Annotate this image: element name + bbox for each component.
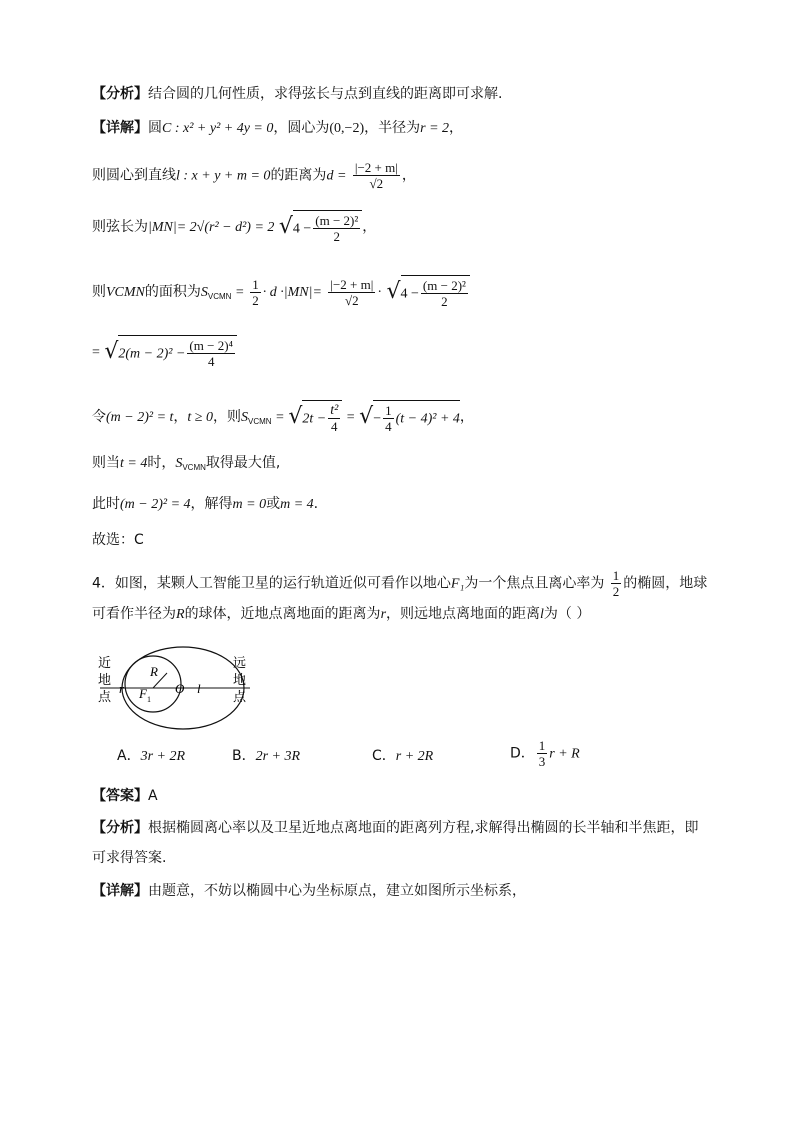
answer-line [92,786,158,806]
equals: = [276,410,284,425]
denominator: 2 [612,584,620,599]
numerator: 1 [252,276,259,292]
sqrt-inner: 4 − [400,286,419,302]
analysis2-line-1 [92,818,698,838]
area-subscript: VCMN [207,292,232,301]
sqrt: √2t − $\frac{\text{t²}}{4}$ [288,400,342,434]
sqrt-inner: 4 − [292,221,312,237]
text: ， [173,409,188,425]
text: 则当 [92,455,120,471]
near-label-3: 点 [98,690,112,705]
sqrt: √4 − $\frac{\text{(m − 2)²}}{2}$ [279,210,362,244]
option-letter: D． [510,745,535,762]
text: 的面积为 [144,284,201,300]
distance-fraction [353,160,400,191]
numerator: 1 [538,738,546,753]
sqrt-inner: 2t − [302,411,327,427]
denominator: 4 [207,354,215,369]
text: 则圆心到直线 [92,167,176,184]
text: 圆 [148,120,162,136]
detail-line-1 [92,118,463,139]
numerator: (m − 2)² [315,213,359,228]
numerator: |−2 + m| [330,276,374,292]
text: 的球体，近地点离地面的距离为 [184,606,381,622]
text: ， [459,409,474,425]
detail-tag: 【详解】 [92,883,148,899]
text: ， [449,120,464,136]
solution-2: m = 4 [280,497,314,512]
apogee-symbol: l [540,607,544,622]
numerator: 1 [385,403,392,418]
line-equation: l : x + y + m = 0 [176,168,271,184]
substitution: (m − 2)² = t [106,410,174,425]
option-value: 3r + 2R [140,749,186,764]
far-label-1: 远 [233,656,247,671]
orbit-figure [95,645,255,735]
detail-tag: 【详解】 [92,120,148,136]
near-label-2: 地 [98,673,112,688]
area-symbol: S [200,285,208,300]
denominator: 4 [331,419,338,434]
option-value: r + R [549,746,580,762]
equals: = [92,345,100,360]
equation: (m − 2)² = 4 [120,497,191,512]
far-label-3: 点 [233,690,247,705]
text: ，则远地点离地面的距离 [386,606,541,622]
circle-equation: C : x² + y² + 4y = 0 [162,121,274,136]
area-subscript: VCMN [248,417,272,426]
detail-line-7 [92,453,280,475]
text: . [313,496,319,512]
text: 时， [147,455,176,471]
denominator: 2 [441,294,448,309]
detail-line-4 [92,275,470,309]
text: 此时 [92,496,120,512]
choice-line [92,530,144,550]
text: 或 [266,496,281,512]
question-line-2 [92,604,590,625]
denominator: 4 [385,419,392,434]
option-value: 2r + 3R [255,749,301,764]
area-symbol: S [241,410,248,425]
numerator: 1 [612,568,620,583]
radius-symbol: R [176,607,185,622]
sqrt-inner: (t − 4)² + 4 [395,411,460,427]
denominator: 2 [333,229,341,244]
option-letter: B． [232,748,256,764]
sqrt: √4 − $\frac{\text{(m − 2)²}}{2}$ [386,275,469,309]
chord-equation: |MN|= 2√(r² − d²) = 2 [148,220,275,235]
option-fraction [537,738,548,769]
center-value: (0,−2) [329,121,365,136]
sqrt: √2(m − 2)² − $\frac{\text{(m − 2)⁴}}{4}$ [104,335,237,369]
analysis-text: 根据椭圆离心率以及卫星近地点离地面的距离列方程,求解得出椭圆的长半轴和半焦距，即 [148,820,699,836]
option-letter: C． [372,748,396,764]
detail-line-6 [92,400,474,434]
analysis-tag: 【分析】 [92,86,148,102]
analysis-tag: 【分析】 [92,820,148,836]
choice-text: 故选：C [92,532,144,548]
detail2-line [92,881,526,901]
text: ，则 [213,409,241,425]
option-letter: A． [117,748,141,764]
text: 可看作半径为 [92,606,176,622]
distance-fraction [328,277,375,308]
condition: t ≥ 0 [187,410,213,425]
label-O: O [175,681,185,696]
numerator: (m − 2)² [422,278,466,293]
eccentricity-fraction [611,568,622,599]
detail-line-8 [92,494,318,515]
text: ，半径为 [364,120,421,136]
detail-line-2 [92,160,416,191]
dot: · [377,285,383,300]
numerator: (m − 2)⁴ [189,338,234,353]
radius-value: r = 2 [420,121,450,136]
detail-line-3 [92,210,376,244]
denominator: √2 [345,292,359,308]
label-r: r [119,681,125,696]
sqrt-inner: 2(m − 2)² − [118,346,186,362]
text: 取得最大值, [205,455,281,471]
text: 如图，某颗人工智能卫星的运行轨道近似可看作以地心 [114,575,451,592]
far-label-2: 地 [233,673,247,688]
answer-value: A [148,788,158,804]
option-d[interactable] [510,738,580,769]
label-R: R [150,664,158,679]
product: · d ·|MN|= [262,285,322,300]
text: 则弦长为 [92,219,148,235]
detail-line-5 [92,335,237,369]
perigee-symbol: r [380,607,387,622]
label-F1: F [139,686,147,701]
label-l: l [197,681,201,696]
text: 的距离为 [270,167,327,184]
answer-tag: 【答案】 [92,788,148,804]
sqrt: √− $\frac{1}{4}$ (t − 4)² + 4 [359,400,460,434]
equals: = [235,285,244,300]
text: 令 [92,409,106,425]
distance-symbol: d = [326,168,347,184]
denominator: √2 [369,176,384,191]
t-value: t = 4 [120,456,148,471]
denominator: 3 [538,754,546,769]
area-symbol: S [175,456,183,471]
text: 为（ ） [543,606,591,622]
analysis-text: 可求得答案. [92,850,167,866]
analysis-text: 结合圆的几何性质，求得弦长与点到直线的距离即可求解. [148,86,503,102]
option-b[interactable] [232,745,300,765]
area-subscript: VCMN [182,463,206,472]
focus-symbol: F₁ [450,576,465,592]
analysis-line [92,84,502,104]
near-label-1: 近 [98,656,112,671]
denominator: 2 [252,292,259,308]
analysis2-line-2 [92,848,166,868]
text: 则 [92,284,106,300]
label-F1-sub: 1 [147,695,151,704]
text: ，解得 [190,496,233,512]
half-fraction [250,277,261,308]
text: 的椭圆，地球 [623,575,708,592]
equals: = [346,410,355,425]
option-value: r + 2R [395,749,434,764]
solution-1: m = 0 [232,497,267,512]
option-c[interactable] [372,745,433,765]
question-number: 4． [92,575,115,592]
text: ， [401,167,416,184]
text: ， [362,219,377,235]
detail-text: 由题意，不妨以椭圆中心为坐标原点，建立如图所示坐标系， [148,883,526,899]
numerator: |−2 + m| [354,160,398,175]
question-line-1 [92,568,707,599]
sqrt-inner: − [373,411,382,427]
numerator: t² [330,403,339,418]
text: ，圆心为 [273,120,330,136]
text: 为一个焦点且离心率为 [464,575,605,592]
option-a[interactable] [117,745,185,765]
triangle-name: VCMN [106,285,145,300]
